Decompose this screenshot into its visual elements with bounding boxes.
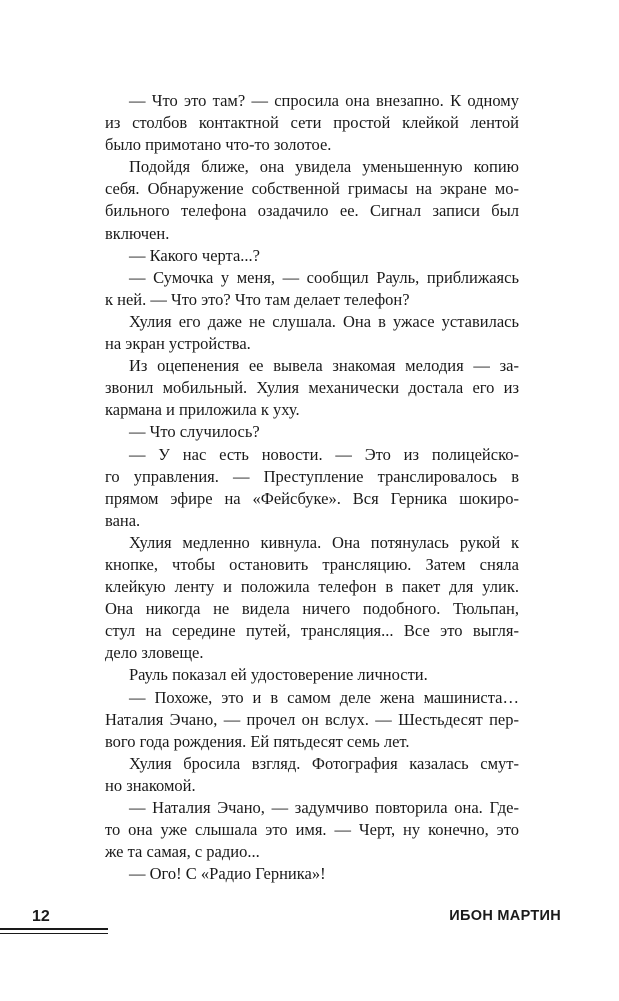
text-line: Хулия бросила взгляд. Фотография казалась смут- xyxy=(129,753,519,773)
text-line: — У нас есть новости. — Это из полицейско- xyxy=(129,444,519,464)
text-line: Подойдя ближе, она увидела уменьшенную копию xyxy=(129,157,519,177)
text-line: — Похоже, это и в самом деле жена машиниста… xyxy=(129,687,519,707)
text-line: Она никогда не видела ничего подобного. Тюльпан, xyxy=(105,599,519,619)
text-line: кармана и приложила к уху. xyxy=(105,400,300,420)
text-line: Наталия Эчано, — прочел он вслух. — Шестьдесят пер- xyxy=(105,709,519,729)
text-line: го управления. — Преступление транслировалось в xyxy=(105,466,519,486)
footer-rule-thick xyxy=(0,928,108,930)
text-line: звонил мобильный. Хулия механически достала его из xyxy=(105,378,519,398)
text-line: себя. Обнаружение собственной гримасы на экране мо- xyxy=(105,179,519,199)
text-line: было примотано что-то золотое. xyxy=(105,135,332,155)
text-line: из столбов контактной сети простой клейкой лентой xyxy=(105,113,519,133)
text-line: на экран устройства. xyxy=(105,334,251,354)
text-line: — Какого черта...? xyxy=(129,245,260,265)
text-line: — Что случилось? xyxy=(129,422,260,442)
text-line: вана. xyxy=(105,510,141,530)
text-line: клейкую ленту и положила телефон в пакет для улик. xyxy=(105,577,519,597)
body-text xyxy=(105,90,519,885)
text-line: прямом эфире на «Фейсбуке». Вся Герника шокиро- xyxy=(105,488,519,508)
footer-rule-thin xyxy=(0,933,108,934)
text-line: — Что это там? — спросила она внезапно. К одному xyxy=(129,91,519,110)
page-number: 12 xyxy=(32,908,50,925)
text-line: стул на середине путей, трансляция... Все это выгля- xyxy=(105,621,519,641)
text-line: кнопке, чтобы остановить трансляцию. Затем сняла xyxy=(105,554,519,574)
text-line: Рауль показал ей удостоверение личности. xyxy=(129,665,428,685)
text-line: бильного телефона озадачило ее. Сигнал записи был xyxy=(105,201,519,221)
text-line: — Сумочка у меня, — сообщил Рауль, приближаясь xyxy=(129,267,519,287)
text-line: к ней. — Что это? Что там делает телефон? xyxy=(105,289,410,309)
text-line: вого года рождения. Ей пятьдесят семь лет. xyxy=(105,731,410,751)
text-line: же та самая, с радио... xyxy=(105,842,260,862)
text-line: Из оцепенения ее вывела знакомая мелодия — за- xyxy=(129,356,519,376)
text-line: включен. xyxy=(105,223,170,243)
text-line: но знакомой. xyxy=(105,775,196,795)
text-line: дело зловеще. xyxy=(105,643,204,663)
running-head-author: ИБОН МАРТИН xyxy=(449,908,561,924)
text-line: — Ого! С «Радио Герника»! xyxy=(129,864,326,884)
text-line: — Наталия Эчано, — задумчиво повторила она. Где- xyxy=(129,798,519,817)
text-line: Хулия медленно кивнула. Она потянулась рукой к xyxy=(129,532,519,552)
text-line: Хулия его даже не слушала. Она в ужасе уставилась xyxy=(129,311,519,331)
text-line: то она уже слышала это имя. — Черт, ну конечно, это xyxy=(105,820,519,840)
